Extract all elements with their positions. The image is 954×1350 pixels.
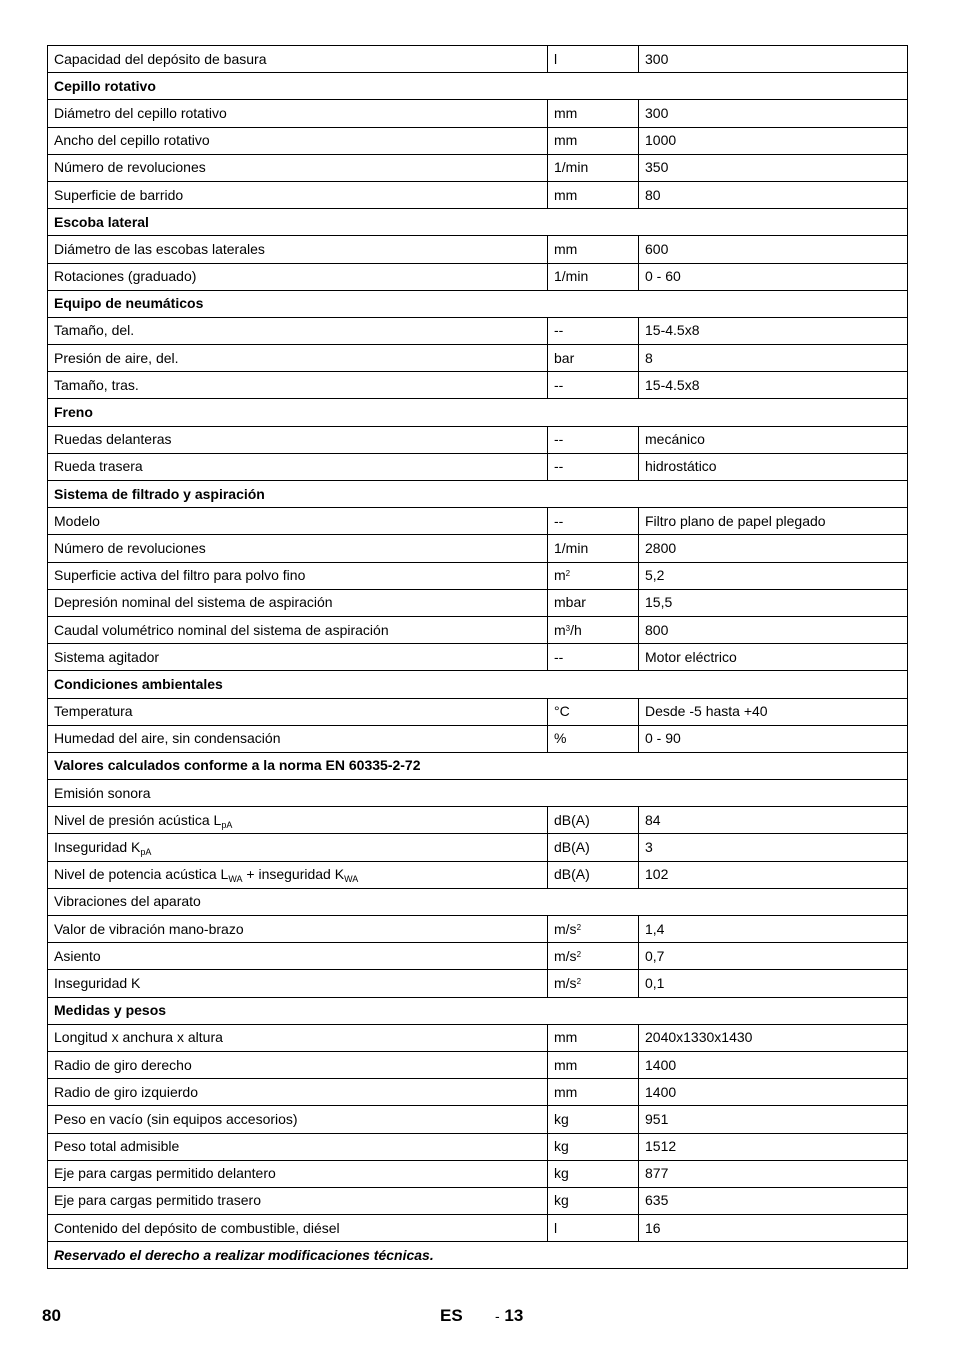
spec-label (48, 127, 548, 154)
spec-row (48, 1187, 908, 1214)
spec-row (48, 589, 908, 616)
spec-row (48, 807, 908, 834)
spec-unit-text: m (554, 621, 566, 638)
spec-row (48, 100, 908, 127)
spec-label-text: Nivel de potencia acústica L (54, 866, 229, 883)
spec-unit-text: dB(A) (554, 811, 590, 828)
label-subscript: pA (140, 847, 152, 858)
spec-unit (548, 1024, 639, 1051)
spec-value: 2040x1330x1430 (639, 1024, 908, 1051)
spec-label-text: Radio de giro derecho (54, 1056, 192, 1073)
spec-row (48, 698, 908, 725)
spec-unit (548, 616, 639, 643)
spec-label-text: Longitud x anchura x altura (54, 1029, 223, 1046)
spec-row (48, 834, 908, 861)
spec-label-text: Eje para cargas permitido trasero (54, 1192, 261, 1209)
section-title: Condiciones ambientales (48, 671, 908, 698)
spec-label-text: Peso total admisible (54, 1138, 180, 1155)
spec-row (48, 562, 908, 589)
spec-row (48, 372, 908, 399)
spec-row (48, 943, 908, 970)
spec-unit-text: mm (554, 1083, 578, 1100)
spec-value: 0,1 (639, 970, 908, 997)
section-title: Cepillo rotativo (48, 73, 908, 100)
spec-row (48, 154, 908, 181)
spec-label-text: Capacidad del depósito de basura (54, 50, 267, 67)
spec-unit-text: kg (554, 1110, 569, 1127)
spec-label (48, 1079, 548, 1106)
spec-value: 84 (639, 807, 908, 834)
spec-value: 0,7 (639, 943, 908, 970)
language-code: ES (440, 1306, 463, 1325)
spec-row (48, 916, 908, 943)
spec-label-text: Contenido del depósito de combustible, diésel (54, 1219, 340, 1236)
technical-data-table (47, 45, 908, 1269)
spec-unit-text: kg (554, 1138, 569, 1155)
spec-label-text: Radio de giro izquierdo (54, 1083, 198, 1100)
spec-unit-text: mm (554, 1029, 578, 1046)
spec-label (48, 100, 548, 127)
spec-unit-text: % (554, 730, 567, 747)
spec-unit-text: mm (554, 104, 578, 121)
spec-row (48, 1024, 908, 1051)
spec-row (48, 1215, 908, 1242)
spec-row (48, 426, 908, 453)
spec-label (48, 317, 548, 344)
spec-unit-text: l (554, 50, 558, 67)
spec-label-text: Eje para cargas permitido delantero (54, 1165, 276, 1182)
section-title: Medidas y pesos (48, 997, 908, 1024)
spec-label-text: Presión de aire, del. (54, 349, 179, 366)
spec-value: Motor eléctrico (639, 644, 908, 671)
section-page-number (495, 1306, 523, 1326)
spec-label-text: Superficie de barrido (54, 186, 184, 203)
spec-value: 877 (639, 1160, 908, 1187)
spec-unit (548, 970, 639, 997)
spec-label (48, 453, 548, 480)
spec-label (48, 1187, 548, 1214)
subheader-title: Vibraciones del aparato (48, 888, 908, 915)
spec-unit-text: -- (554, 458, 564, 475)
spec-unit (548, 154, 639, 181)
spec-row (48, 236, 908, 263)
page-number: 80 (42, 1306, 61, 1325)
spec-unit (548, 807, 639, 834)
spec-label-text: Diámetro del cepillo rotativo (54, 104, 227, 121)
label-subscript: pA (221, 819, 233, 830)
spec-unit (548, 236, 639, 263)
spec-row (48, 453, 908, 480)
spec-value: 350 (639, 154, 908, 181)
spec-row (48, 317, 908, 344)
spec-value: 15,5 (639, 589, 908, 616)
spec-unit-text-cont: /h (570, 621, 582, 638)
spec-unit-text: l (554, 1219, 558, 1236)
spec-unit (548, 426, 639, 453)
spec-unit (548, 644, 639, 671)
spec-value: 1000 (639, 127, 908, 154)
spec-label-text: Sistema agitador (54, 648, 160, 665)
spec-label (48, 1024, 548, 1051)
spec-unit-text: m/s (554, 974, 577, 991)
spec-row (48, 181, 908, 208)
spec-unit (548, 1106, 639, 1133)
spec-value: 1400 (639, 1079, 908, 1106)
spec-value: 2800 (639, 535, 908, 562)
spec-label (48, 725, 548, 752)
spec-value: 635 (639, 1187, 908, 1214)
section-header-row (48, 671, 908, 698)
spec-value: 102 (639, 861, 908, 888)
spec-label-text: Modelo (54, 512, 100, 529)
spec-label (48, 508, 548, 535)
spec-label-text-cont: + inseguridad K (242, 866, 345, 883)
spec-unit-text: -- (554, 512, 564, 529)
spec-label (48, 1106, 548, 1133)
spec-row (48, 46, 908, 73)
spec-label (48, 535, 548, 562)
spec-row (48, 970, 908, 997)
unit-superscript: 2 (576, 976, 582, 986)
spec-label (48, 46, 548, 73)
spec-label (48, 589, 548, 616)
spec-value: 16 (639, 1215, 908, 1242)
spec-unit-text: m (554, 567, 566, 584)
section-header-row (48, 481, 908, 508)
spec-unit (548, 127, 639, 154)
spec-value: 800 (639, 616, 908, 643)
section-header-row (48, 399, 908, 426)
spec-row (48, 345, 908, 372)
spec-label-text: Caudal volumétrico nominal del sistema de aspiración (54, 621, 389, 638)
label-subscript: WA (228, 874, 243, 885)
spec-unit (548, 1133, 639, 1160)
spec-unit (548, 1079, 639, 1106)
spec-row (48, 861, 908, 888)
spec-label (48, 562, 548, 589)
spec-label (48, 1215, 548, 1242)
footer-separator: - (495, 1308, 500, 1324)
spec-label (48, 916, 548, 943)
spec-unit (548, 1051, 639, 1078)
spec-label (48, 943, 548, 970)
spec-label (48, 1133, 548, 1160)
spec-unit (548, 725, 639, 752)
spec-value: mecánico (639, 426, 908, 453)
spec-unit (548, 1160, 639, 1187)
spec-value: 1512 (639, 1133, 908, 1160)
section-title: Freno (48, 399, 908, 426)
spec-unit (548, 317, 639, 344)
spec-unit-text: mm (554, 186, 578, 203)
spec-label (48, 698, 548, 725)
section-header-row (48, 752, 908, 779)
spec-value: 5,2 (639, 562, 908, 589)
spec-unit (548, 345, 639, 372)
spec-unit (548, 535, 639, 562)
spec-value: Desde -5 hasta +40 (639, 698, 908, 725)
spec-label-text: Ancho del cepillo rotativo (54, 132, 210, 149)
spec-unit (548, 100, 639, 127)
spec-label-text: Tamaño, del. (54, 322, 135, 339)
unit-superscript: 2 (576, 949, 582, 959)
spec-row (48, 263, 908, 290)
section-header-row (48, 209, 908, 236)
spec-label (48, 181, 548, 208)
spec-value: 300 (639, 46, 908, 73)
section-title: Equipo de neumáticos (48, 290, 908, 317)
spec-label-text: Diámetro de las escobas laterales (54, 240, 265, 257)
spec-value: 0 - 60 (639, 263, 908, 290)
spec-unit (548, 46, 639, 73)
footnote-text: Reservado el derecho a realizar modificaciones técnicas. (48, 1242, 908, 1269)
spec-value: 951 (639, 1106, 908, 1133)
subheader-row (48, 780, 908, 807)
subheader-title: Emisión sonora (48, 780, 908, 807)
spec-unit-text: m/s (554, 920, 577, 937)
spec-unit-text: 1/min (554, 268, 589, 285)
spec-value: 1,4 (639, 916, 908, 943)
spec-label-text: Temperatura (54, 703, 133, 720)
spec-label (48, 154, 548, 181)
spec-row (48, 725, 908, 752)
section-title: Escoba lateral (48, 209, 908, 236)
spec-label-text: Número de revoluciones (54, 539, 206, 556)
spec-label-text: Rotaciones (graduado) (54, 268, 197, 285)
spec-unit-text: m/s (554, 947, 577, 964)
spec-unit-text: mm (554, 1056, 578, 1073)
spec-label (48, 644, 548, 671)
spec-unit (548, 508, 639, 535)
spec-unit-text: bar (554, 349, 575, 366)
spec-unit-text: -- (554, 376, 564, 393)
spec-unit (548, 834, 639, 861)
spec-row (48, 1160, 908, 1187)
spec-unit-text: -- (554, 648, 564, 665)
spec-value: 3 (639, 834, 908, 861)
spec-unit-text: mm (554, 132, 578, 149)
spec-unit (548, 562, 639, 589)
spec-value: 80 (639, 181, 908, 208)
spec-value: hidrostático (639, 453, 908, 480)
spec-unit (548, 372, 639, 399)
spec-label (48, 834, 548, 861)
spec-label-text: Tamaño, tras. (54, 376, 139, 393)
spec-value: 1400 (639, 1051, 908, 1078)
spec-label-text: Número de revoluciones (54, 159, 206, 176)
spec-label (48, 263, 548, 290)
spec-label (48, 372, 548, 399)
subheader-row (48, 888, 908, 915)
spec-unit-text: dB(A) (554, 839, 590, 856)
spec-value: 600 (639, 236, 908, 263)
spec-label (48, 1051, 548, 1078)
spec-unit-text: mbar (554, 594, 586, 611)
spec-label (48, 1160, 548, 1187)
unit-superscript: 3 (565, 623, 571, 633)
spec-unit (548, 453, 639, 480)
spec-value: 15-4.5x8 (639, 317, 908, 344)
spec-unit-text: -- (554, 431, 564, 448)
spec-label-text: Nivel de presión acústica L (54, 811, 222, 828)
spec-label (48, 970, 548, 997)
spec-row (48, 644, 908, 671)
spec-unit (548, 861, 639, 888)
spec-unit-text: 1/min (554, 539, 589, 556)
spec-value: 15-4.5x8 (639, 372, 908, 399)
spec-row (48, 1133, 908, 1160)
spec-label-text: Rueda trasera (54, 458, 143, 475)
spec-unit (548, 943, 639, 970)
spec-unit (548, 1215, 639, 1242)
section-title: Valores calculados conforme a la norma EN 60335-2-72 (48, 752, 908, 779)
spec-label (48, 861, 548, 888)
spec-unit-text: dB(A) (554, 866, 590, 883)
section-header-row (48, 997, 908, 1024)
spec-label-text: Peso en vacío (sin equipos accesorios) (54, 1110, 298, 1127)
spec-unit-text: mm (554, 240, 578, 257)
spec-unit-text: -- (554, 322, 564, 339)
spec-label-text: Superficie activa del filtro para polvo fino (54, 567, 306, 584)
unit-superscript: 2 (565, 569, 571, 579)
spec-value: 8 (639, 345, 908, 372)
spec-row (48, 1079, 908, 1106)
spec-row (48, 508, 908, 535)
label-subscript: WA (344, 874, 359, 885)
spec-row (48, 1106, 908, 1133)
spec-label (48, 236, 548, 263)
spec-row (48, 535, 908, 562)
spec-unit-text: 1/min (554, 159, 589, 176)
section-page: 13 (504, 1306, 524, 1325)
spec-label-text: Humedad del aire, sin condensación (54, 730, 281, 747)
spec-label-text: Asiento (54, 947, 101, 964)
spec-row (48, 1051, 908, 1078)
spec-label-text: Inseguridad K (54, 974, 141, 991)
section-title: Sistema de filtrado y aspiración (48, 481, 908, 508)
spec-unit (548, 698, 639, 725)
section-header-row (48, 290, 908, 317)
spec-unit (548, 1187, 639, 1214)
spec-unit-text: °C (554, 703, 570, 720)
spec-row (48, 616, 908, 643)
spec-value: 0 - 90 (639, 725, 908, 752)
spec-label-text: Depresión nominal del sistema de aspiración (54, 594, 333, 611)
spec-label (48, 616, 548, 643)
spec-unit (548, 263, 639, 290)
footnote-row (48, 1242, 908, 1269)
spec-unit (548, 589, 639, 616)
spec-label-text: Inseguridad K (54, 839, 141, 856)
unit-superscript: 2 (576, 922, 582, 932)
spec-unit-text: kg (554, 1192, 569, 1209)
spec-unit-text: kg (554, 1165, 569, 1182)
spec-label (48, 807, 548, 834)
section-header-row (48, 73, 908, 100)
spec-value: Filtro plano de papel plegado (639, 508, 908, 535)
spec-value: 300 (639, 100, 908, 127)
spec-label (48, 426, 548, 453)
spec-label (48, 345, 548, 372)
spec-row (48, 127, 908, 154)
spec-unit (548, 916, 639, 943)
spec-label-text: Ruedas delanteras (54, 431, 172, 448)
spec-unit (548, 181, 639, 208)
spec-label-text: Valor de vibración mano-brazo (54, 920, 244, 937)
